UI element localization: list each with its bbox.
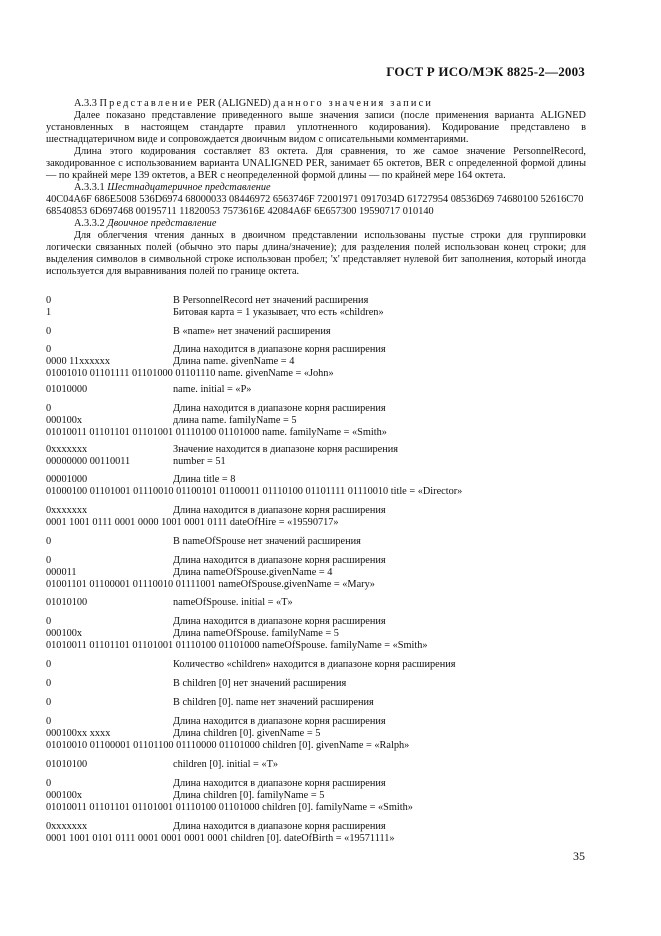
listing-row [46, 356, 606, 368]
listing-comment: name. initial = «P» [173, 384, 252, 395]
listing-bits: 01010100 [46, 759, 88, 770]
listing-row [46, 505, 606, 517]
listing-bits: 0 [46, 344, 52, 355]
listing-bits: 01010010 01100001 01101100 01110000 01101000 children [0]. givenName = «Ralph» [46, 740, 410, 751]
standard-header: ГОСТ Р ИСО/МЭК 8825-2—2003 [386, 64, 585, 79]
listing-row [46, 678, 606, 690]
listing-comment: В children [0]. name нет значений расширения [173, 697, 374, 708]
listing-comment: children [0]. initial = «T» [173, 759, 279, 770]
listing-row [46, 384, 606, 396]
listing-row [46, 517, 606, 529]
listing-row [46, 616, 606, 628]
listing-row [46, 659, 606, 671]
section-a332-heading: А.3.3.2 Двоичное представление [74, 218, 217, 229]
listing-comment: Битовая карта = 1 указывает, что есть «children» [173, 307, 384, 318]
listing-comment: Длина находится в диапазоне корня расширения [173, 403, 386, 414]
listing-comment: Длина children [0]. givenName = 5 [173, 728, 321, 739]
paragraph-intro: Далее показано представление приведенного выше значения записи (после применения варианта ALIGNED установленных в настоящем стандарте правил уплотненного кодирования). Кодирование представлено в шестнадцатеричном виде и сопровождается двоичным видом с описательными комментариями. [46, 110, 586, 145]
listing-bits: 000011 [46, 567, 77, 578]
listing-row [46, 778, 606, 790]
listing-bits: 00001000 [46, 474, 88, 485]
listing-bits: 000100x [46, 628, 83, 639]
listing-row [46, 486, 606, 498]
paragraph-length: Длина этого кодирования составляет 83 октета. Для сравнения, то же самое значение PersonnelRecord, закодированное с использованием варианта UNALIGNED PER, занимает 65 октетов, BER с определенной формой длины — по крайней мере 139 октетов, а BER с неопределенной формой длины — по крайней мере 164 октета. [46, 146, 586, 181]
listing-row [46, 802, 606, 814]
listing-row [46, 474, 606, 486]
listing-comment: nameOfSpouse. initial = «T» [173, 597, 293, 608]
listing-bits: 0 [46, 778, 52, 789]
section-a33-heading: А.3.3 Представление PER (ALIGNED) данного значения записи [74, 98, 434, 109]
section-a331-heading: А.3.3.1 Шестнадцатеричное представление [74, 182, 271, 193]
listing-bits: 1 [46, 307, 52, 318]
listing-row [46, 759, 606, 771]
listing-bits: 01010011 01101101 01101001 01110100 01101000 nameOfSpouse. familyName = «Smith» [46, 640, 428, 651]
listing-bits: 00000000 00110011 [46, 456, 131, 467]
listing-row [46, 326, 606, 338]
listing-bits: 01001010 01101111 01101000 01101110 name. givenName = «John» [46, 368, 334, 379]
listing-bits: 0001 1001 0101 0111 0001 0001 0001 0001 children [0]. dateOfBirth = «19571111» [46, 833, 395, 844]
listing-row [46, 427, 606, 439]
listing-bits: 0 [46, 326, 52, 337]
listing-row [46, 597, 606, 609]
listing-comment: В «name» нет значений расширения [173, 326, 331, 337]
listing-row [46, 368, 606, 380]
page-number: 35 [573, 849, 585, 863]
listing-comment: Значение находится в диапазоне корня расширения [173, 444, 398, 455]
listing-bits: 0001 1001 0111 0001 0000 1001 0001 0111 dateOfHire = «19590717» [46, 517, 339, 528]
listing-bits: 01010100 [46, 597, 88, 608]
paragraph-binary-notes: Для облегчения чтения данных в двоичном представлении использованы пустые строки для группировки логически связанных полей (обычно это пары длина/значение); для разделения полей использован конец строки; для выделения символов в символьной строке использован пробел; 'x' представляет нулевой бит заполнения, который иногда используется для выравнивания полей по границе октета. [46, 230, 586, 277]
listing-comment: В children [0] нет значений расширения [173, 678, 347, 689]
listing-row [46, 640, 606, 652]
listing-comment: Длина находится в диапазоне корня расширения [173, 821, 386, 832]
listing-row [46, 728, 606, 740]
listing-row [46, 444, 606, 456]
listing-bits: 01000100 01101001 01110010 01100101 01100011 01110100 01101111 01110010 title = «Director» [46, 486, 463, 497]
listing-bits: 0 [46, 616, 52, 627]
listing-row [46, 344, 606, 356]
listing-row [46, 833, 606, 845]
listing-row [46, 295, 606, 307]
listing-comment: Длина children [0]. familyName = 5 [173, 790, 325, 801]
listing-row [46, 697, 606, 709]
listing-bits: 0xxxxxxx [46, 821, 88, 832]
listing-comment: Длина находится в диапазоне корня расширения [173, 778, 386, 789]
listing-comment: Длина находится в диапазоне корня расширения [173, 344, 386, 355]
listing-comment: Количество «children» находится в диапазоне корня расширения [173, 659, 456, 670]
listing-bits: 01010011 01101101 01101001 01110100 01101000 children [0]. familyName = «Smith» [46, 802, 413, 813]
listing-row [46, 536, 606, 548]
listing-bits: 000100xx xxxx [46, 728, 111, 739]
listing-bits: 0 [46, 697, 52, 708]
listing-comment: Длина находится в диапазоне корня расширения [173, 555, 386, 566]
listing-comment: Длина находится в диапазоне корня расширения [173, 505, 386, 516]
listing-bits: 0 [46, 555, 52, 566]
listing-comment: В nameOfSpouse нет значений расширения [173, 536, 361, 547]
listing-comment: number = 51 [173, 456, 226, 467]
listing-bits: 000100x [46, 790, 83, 801]
listing-comment: Длина title = 8 [173, 474, 236, 485]
listing-comment: Длина nameOfSpouse.givenName = 4 [173, 567, 333, 578]
listing-comment: В PersonnelRecord нет значений расширения [173, 295, 369, 306]
listing-comment: Длина находится в диапазоне корня расширения [173, 616, 386, 627]
listing-row [46, 403, 606, 415]
listing-row [46, 790, 606, 802]
section-a33 [46, 98, 586, 278]
listing-row [46, 555, 606, 567]
listing-bits: 0 [46, 403, 52, 414]
listing-row [46, 716, 606, 728]
listing-bits: 0000 11xxxxxx [46, 356, 110, 367]
listing-comment: Длина name. givenName = 4 [173, 356, 295, 367]
listing-row [46, 307, 606, 319]
listing-row [46, 456, 606, 468]
listing-row [46, 567, 606, 579]
listing-bits: 01010011 01101101 01101001 01110100 01101000 name. familyName = «Smith» [46, 427, 387, 438]
listing-row [46, 628, 606, 640]
listing-bits: 000100x [46, 415, 83, 426]
listing-row [46, 415, 606, 427]
listing-bits: 0xxxxxxx [46, 505, 88, 516]
listing-row [46, 579, 606, 591]
listing-bits: 0 [46, 678, 52, 689]
listing-bits: 0 [46, 716, 52, 727]
listing-comment: Длина nameOfSpouse. familyName = 5 [173, 628, 339, 639]
hex-encoding: 40C04A6F 686E5008 536D6974 68000033 08446972 6563746F 72001971 0917034D 61727954 08536D69 74680100 52616C70 68540853 6D697468 00195711 11820053 7573616E 42084A6F 6E657300 19590717 010140 [46, 194, 584, 217]
listing-bits: 01001101 01100001 01110010 01111001 nameOfSpouse.givenName = «Mary» [46, 579, 375, 590]
listing-bits: 01010000 [46, 384, 88, 395]
listing-row [46, 821, 606, 833]
listing-bits: 0 [46, 536, 52, 547]
listing-bits: 0xxxxxxx [46, 444, 88, 455]
listing-comment: Длина находится в диапазоне корня расширения [173, 716, 386, 727]
listing-row [46, 740, 606, 752]
listing-bits: 0 [46, 295, 52, 306]
listing-bits: 0 [46, 659, 52, 670]
listing-comment: длина name. familyName = 5 [173, 415, 297, 426]
